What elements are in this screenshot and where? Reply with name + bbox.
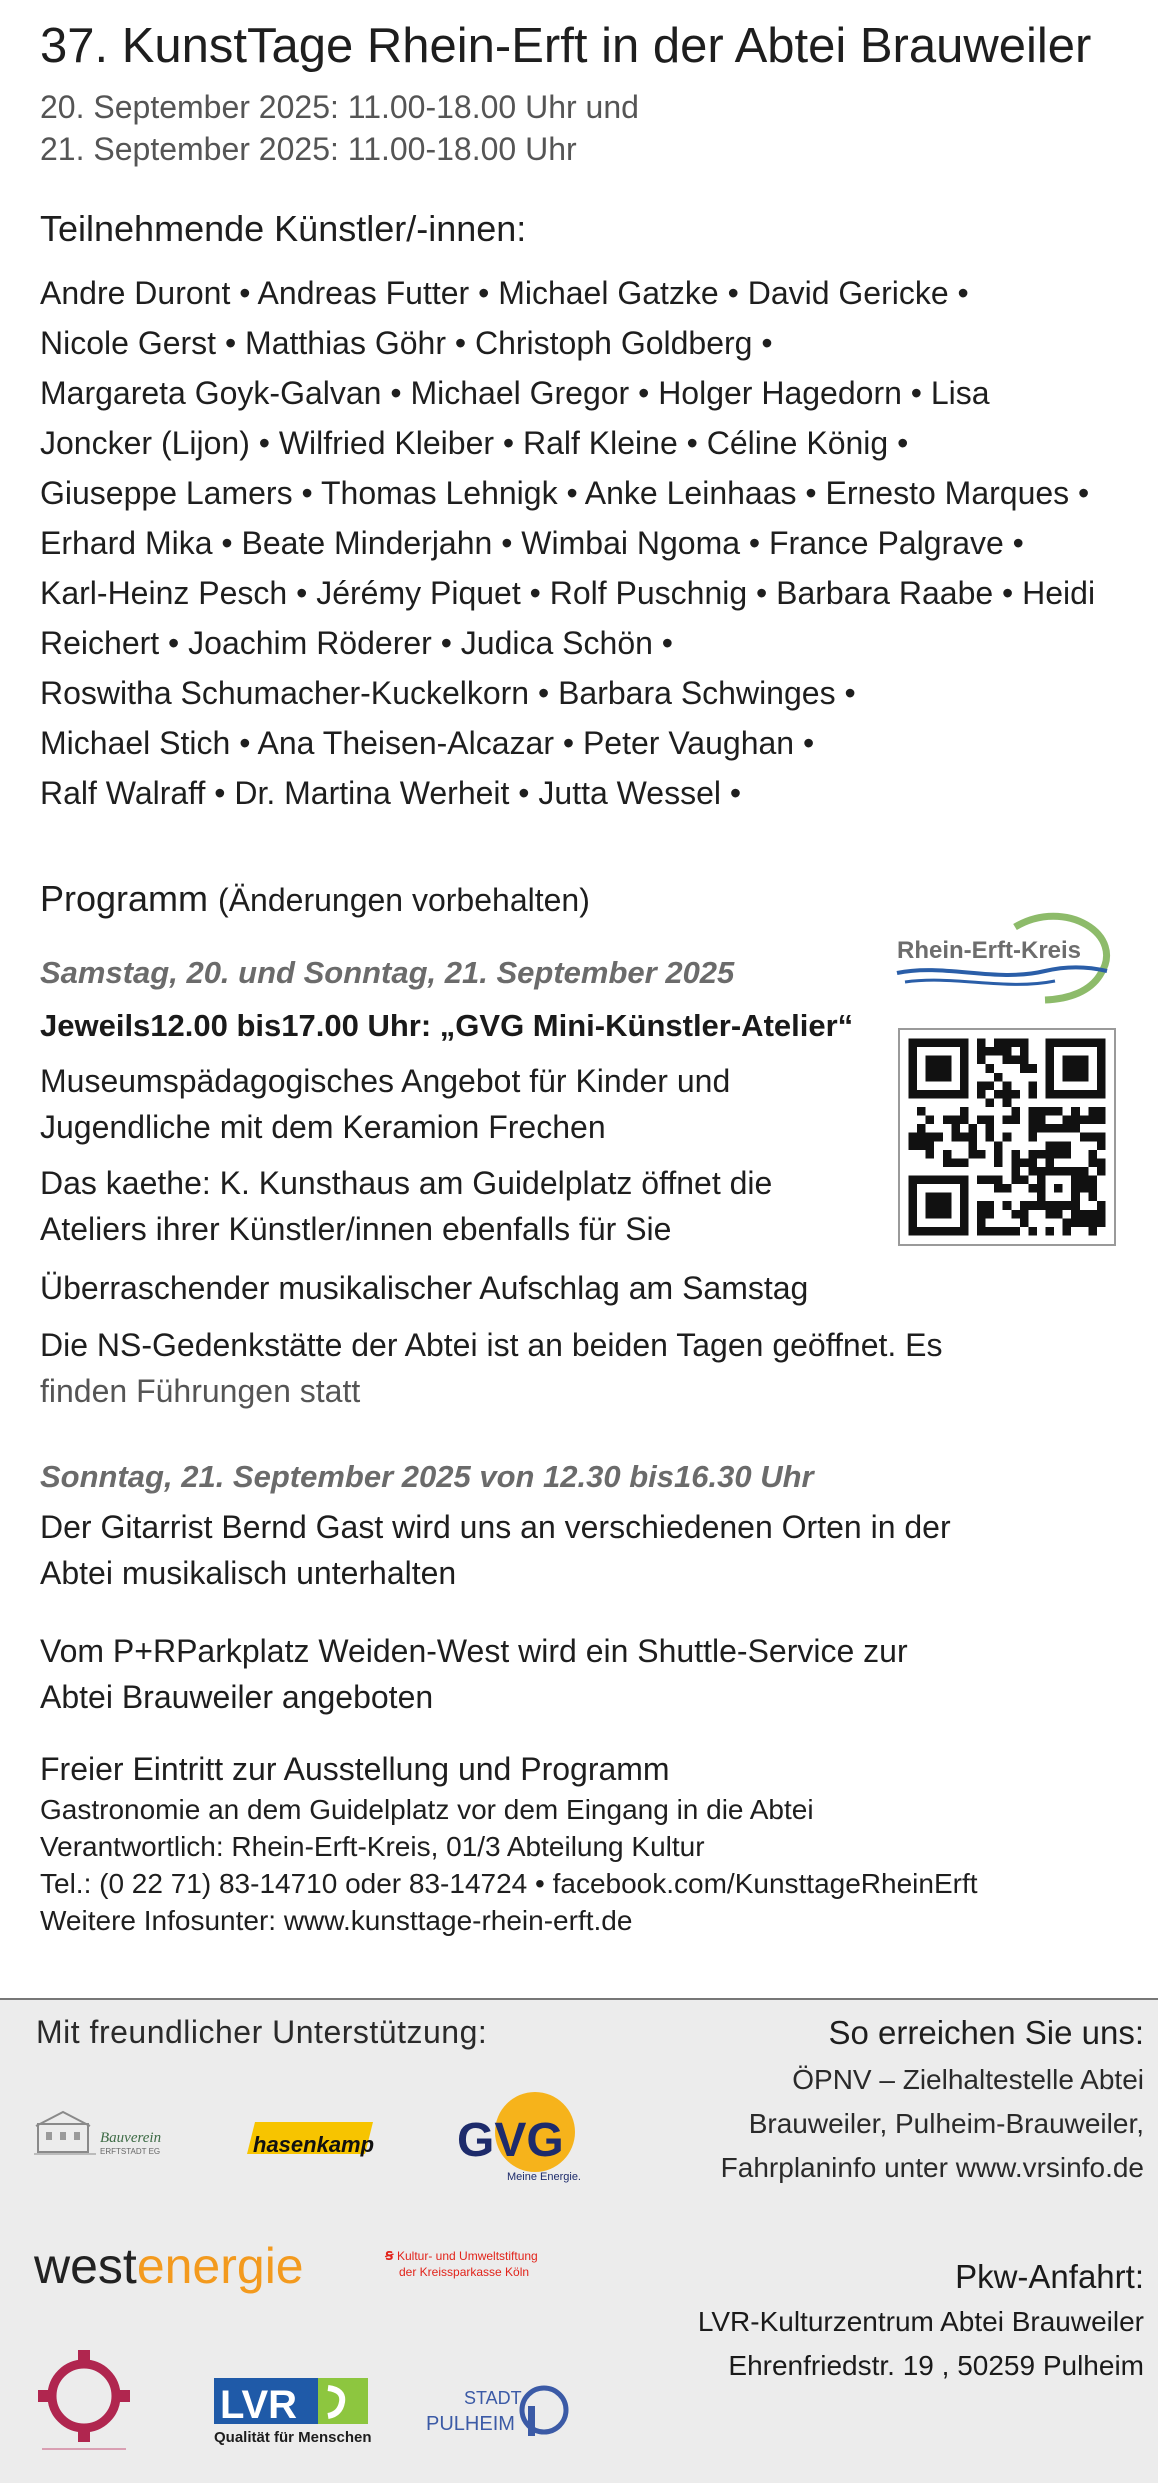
sparkasse-s-icon: Ꞩ bbox=[385, 2249, 394, 2263]
date-line-2: 21. September 2025: 11.00-18.00 Uhr bbox=[40, 131, 577, 167]
info-line: Weitere Infosunter: www.kunsttage-rhein-erft.de bbox=[40, 1905, 633, 1936]
stadt-pulheim-logo bbox=[424, 2376, 574, 2448]
program-item-line: Vom P+RParkplatz Weiden-West wird ein Shuttle-Service zur bbox=[40, 1633, 908, 1669]
directions-car bbox=[624, 2258, 1144, 2388]
emblem-logo bbox=[34, 2348, 134, 2458]
programm-note: (Änderungen vorbehalten) bbox=[218, 882, 590, 918]
programm-title: Programm bbox=[40, 878, 209, 919]
program-item-line: Überraschender musikalischer Aufschlag am Samstag bbox=[40, 1270, 809, 1306]
qr-code[interactable] bbox=[898, 1028, 1116, 1246]
west-text: west bbox=[34, 2238, 137, 2294]
stiftung-logo bbox=[385, 2248, 605, 2292]
info-line: Gastronomie an dem Guidelplatz vor dem Eingang in die Abtei bbox=[40, 1794, 814, 1825]
artists-line: Andre Duront • Andreas Futter • Michael Gatzke • David Gericke • bbox=[40, 275, 969, 311]
programm-heading bbox=[40, 878, 590, 920]
mini-atelier-line: Jeweils12.00 bis17.00 Uhr: „GVG Mini-Künstler-Atelier“ bbox=[40, 1008, 854, 1043]
bauverein-text: Bauverein bbox=[100, 2130, 162, 2146]
bauverein-sub: ERFTSTADT EG bbox=[100, 2147, 161, 2156]
program-item-line: Museumspädagogisches Angebot für Kinder und bbox=[40, 1063, 731, 1099]
program-item-line: Jugendliche mit dem Keramion Frechen bbox=[40, 1109, 606, 1145]
program-item-line: finden Führungen statt bbox=[40, 1373, 361, 1409]
reach-line: Fahrplaninfo unter www.vrsinfo.de bbox=[720, 2152, 1144, 2183]
reach-heading: So erreichen Sie uns: bbox=[828, 2014, 1144, 2051]
program-item bbox=[40, 1265, 808, 1311]
day-heading-2: Sonntag, 21. September 2025 von 12.30 bis16.30 Uhr bbox=[40, 1459, 814, 1494]
pkw-line: Ehrenfriedstr. 19 , 50259 Pulheim bbox=[728, 2350, 1144, 2381]
lvr-logo bbox=[212, 2376, 372, 2448]
energie-text: energie bbox=[136, 2238, 304, 2294]
gvg-text: GVG bbox=[457, 2114, 564, 2167]
artists-heading: Teilnehmende Künstler/-innen: bbox=[40, 208, 527, 249]
hasenkamp-logo bbox=[245, 2118, 375, 2166]
artists-line: Giuseppe Lamers • Thomas Lehnigk • Anke Leinhaas • Ernesto Marques • bbox=[40, 475, 1090, 511]
pulheim-text: PULHEIM bbox=[426, 2413, 515, 2435]
program-item bbox=[40, 1628, 908, 1720]
artists-line: Roswitha Schumacher-Kuckelkorn • Barbara Schwinges • bbox=[40, 675, 856, 711]
program-item-line: Abtei musikalisch unterhalten bbox=[40, 1555, 457, 1591]
stiftung-line-2: der Kreissparkasse Köln bbox=[399, 2265, 530, 2279]
westenergie-logo bbox=[34, 2236, 324, 2296]
program-item bbox=[40, 1322, 943, 1414]
stadt-text: STADT bbox=[464, 2388, 522, 2408]
info-block bbox=[40, 1791, 978, 1939]
directions-public-transport bbox=[624, 2014, 1144, 2190]
reach-line: Brauweiler, Pulheim-Brauweiler, bbox=[748, 2108, 1144, 2139]
day-heading-1: Samstag, 20. und Sonntag, 21. September 2025 bbox=[40, 955, 735, 990]
support-heading: Mit freundlicher Unterstützung: bbox=[36, 2014, 488, 2050]
bauverein-logo bbox=[34, 2108, 194, 2164]
rhein-erft-kreis-logo bbox=[895, 905, 1117, 1005]
program-item bbox=[40, 1058, 730, 1150]
program-item-line: Abtei Brauweiler angeboten bbox=[40, 1679, 434, 1715]
artists-line: Margareta Goyk-Galvan • Michael Gregor • Holger Hagedorn • Lisa bbox=[40, 375, 990, 411]
pkw-heading: Pkw-Anfahrt: bbox=[955, 2258, 1144, 2295]
program-item-line: Die NS-Gedenkstätte der Abtei ist an beiden Tagen geöffnet. Es bbox=[40, 1327, 943, 1363]
gvg-sub: Meine Energie. bbox=[507, 2171, 581, 2183]
program-item-line: Der Gitarrist Bernd Gast wird uns an verschiedenen Orten in der bbox=[40, 1509, 951, 1545]
event-dates bbox=[40, 86, 639, 170]
hasenkamp-text: hasenkamp bbox=[253, 2132, 375, 2157]
footer bbox=[0, 1998, 1158, 2483]
page-title: 37. KunstTage Rhein-Erft in der Abtei Brauweiler bbox=[40, 19, 1092, 73]
gvg-logo bbox=[455, 2088, 585, 2186]
program-item-line: Ateliers ihrer Künstler/innen ebenfalls für Sie bbox=[40, 1211, 672, 1247]
reach-line: ÖPNV – Zielhaltestelle Abtei bbox=[792, 2064, 1144, 2095]
artists-line: Joncker (Lijon) • Wilfried Kleiber • Ralf Kleine • Céline König • bbox=[40, 425, 909, 461]
lvr-text: LVR bbox=[220, 2383, 298, 2427]
free-entry bbox=[40, 1746, 670, 1792]
artists-line: Karl-Heinz Pesch • Jérémy Piquet • Rolf Puschnig • Barbara Raabe • Heidi bbox=[40, 575, 1096, 611]
program-item bbox=[40, 1160, 772, 1252]
artists-line: Ralf Walraff • Dr. Martina Werheit • Jutta Wessel • bbox=[40, 775, 742, 811]
artists-line: Erhard Mika • Beate Minderjahn • Wimbai Ngoma • France Palgrave • bbox=[40, 525, 1024, 561]
stiftung-line-1: Kultur- und Umweltstiftung bbox=[397, 2249, 538, 2263]
artists-line: Michael Stich • Ana Theisen-Alcazar • Peter Vaughan • bbox=[40, 725, 815, 761]
lvr-sub: Qualität für Menschen bbox=[214, 2429, 372, 2446]
artists-list bbox=[40, 268, 1130, 818]
artists-line: Nicole Gerst • Matthias Göhr • Christoph Goldberg • bbox=[40, 325, 773, 361]
artists-line: Reichert • Joachim Röderer • Judica Schön • bbox=[40, 625, 673, 661]
program-item bbox=[40, 1504, 951, 1596]
date-line-1: 20. September 2025: 11.00-18.00 Uhr und bbox=[40, 89, 639, 125]
pkw-line: LVR-Kulturzentrum Abtei Brauweiler bbox=[697, 2306, 1144, 2337]
free-entry-text: Freier Eintritt zur Ausstellung und Programm bbox=[40, 1751, 670, 1787]
info-line: Verantwortlich: Rhein-Erft-Kreis, 01/3 Abteilung Kultur bbox=[40, 1831, 705, 1862]
program-item-line: Das kaethe: K. Kunsthaus am Guidelplatz öffnet die bbox=[40, 1165, 773, 1201]
info-line: Tel.: (0 22 71) 83-14710 oder 83-14724 • facebook.com/KunsttageRheinErft bbox=[40, 1868, 978, 1899]
rek-logo-text: Rhein-Erft-Kreis bbox=[897, 937, 1082, 964]
